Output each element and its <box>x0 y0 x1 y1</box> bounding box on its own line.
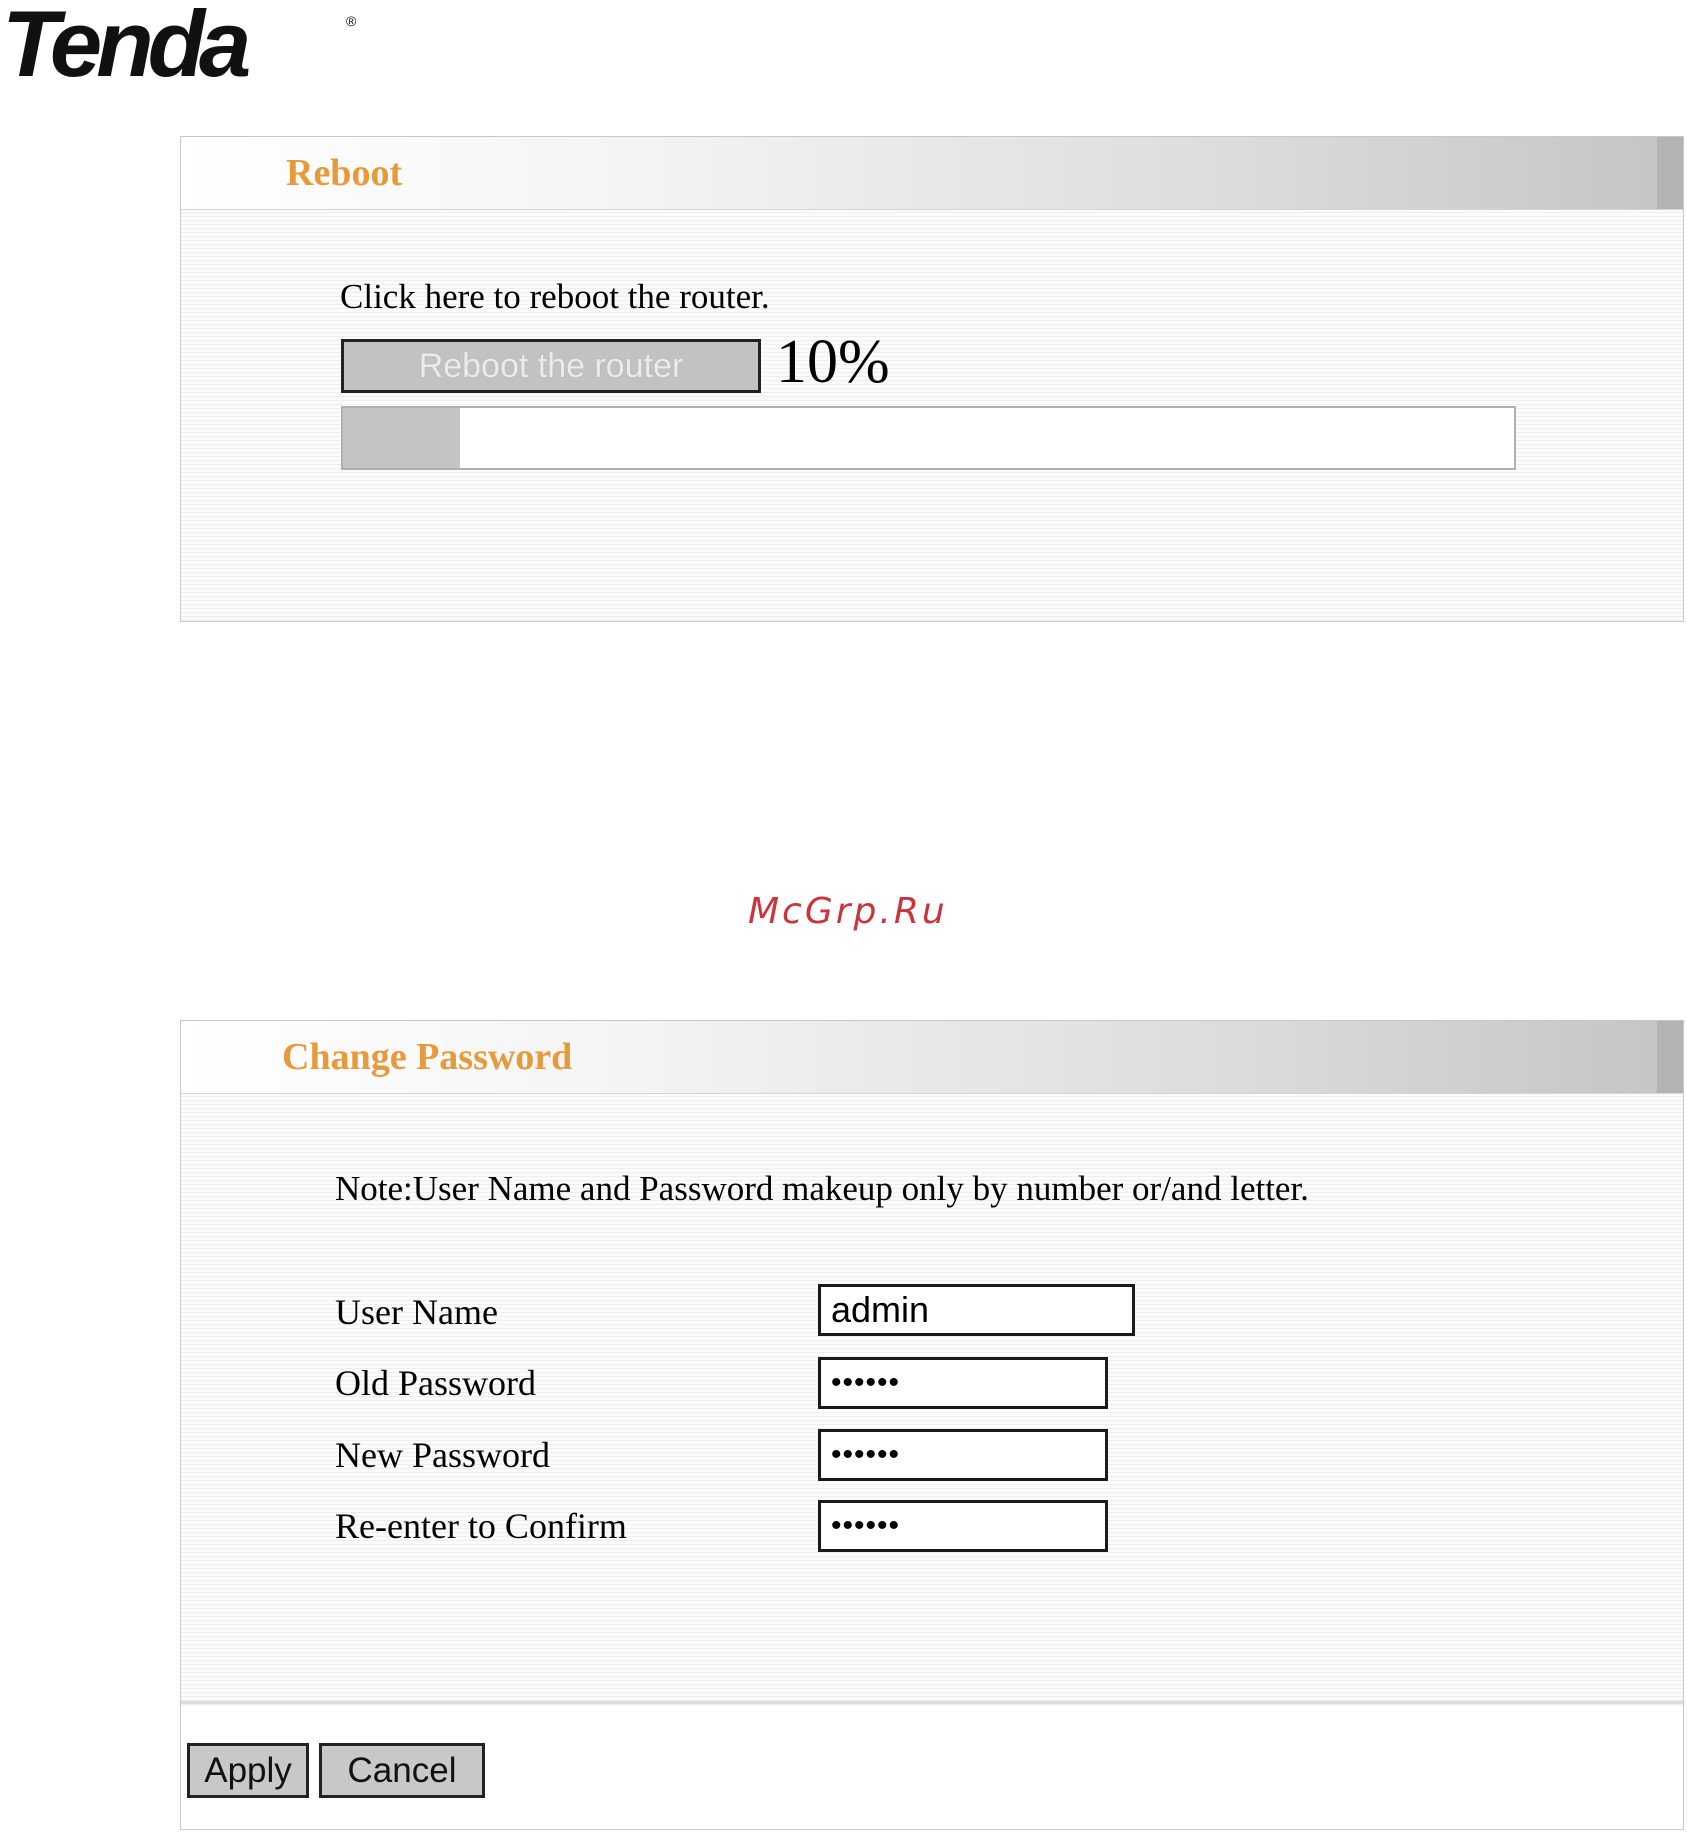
change-password-title: Change Password <box>282 1036 573 1078</box>
reboot-title: Reboot <box>286 152 403 194</box>
password-rules-note: Note:User Name and Password makeup only by number or/and letter. <box>335 1169 1309 1208</box>
tenda-logo <box>0 0 370 86</box>
registered-mark: ® <box>346 13 357 29</box>
reboot-instruction: Click here to reboot the router. <box>340 277 770 316</box>
old-password-label: Old Password <box>335 1363 537 1403</box>
old-password-input[interactable] <box>818 1357 1108 1409</box>
confirm-password-input[interactable] <box>818 1500 1108 1552</box>
logo-wordmark: Tenda <box>2 0 246 86</box>
watermark: McGrp.Ru <box>748 891 948 932</box>
reboot-progress-percent: 10% <box>776 328 890 396</box>
user-name-input[interactable] <box>818 1284 1135 1336</box>
reboot-panel <box>180 136 1684 622</box>
new-password-label: New Password <box>335 1435 550 1475</box>
reboot-progress-bar <box>341 406 1516 470</box>
apply-button[interactable]: Apply <box>187 1743 309 1798</box>
new-password-input[interactable] <box>818 1429 1108 1481</box>
change-password-panel <box>180 1020 1684 1830</box>
reboot-panel-header <box>181 137 1683 210</box>
user-name-label: User Name <box>335 1292 498 1332</box>
reboot-progress-fill <box>343 408 460 468</box>
footer-divider <box>181 1701 1683 1704</box>
change-password-header <box>181 1021 1683 1094</box>
cancel-button[interactable]: Cancel <box>319 1743 485 1798</box>
confirm-password-label: Re-enter to Confirm <box>335 1506 627 1546</box>
reboot-router-button[interactable]: Reboot the router <box>341 339 761 393</box>
